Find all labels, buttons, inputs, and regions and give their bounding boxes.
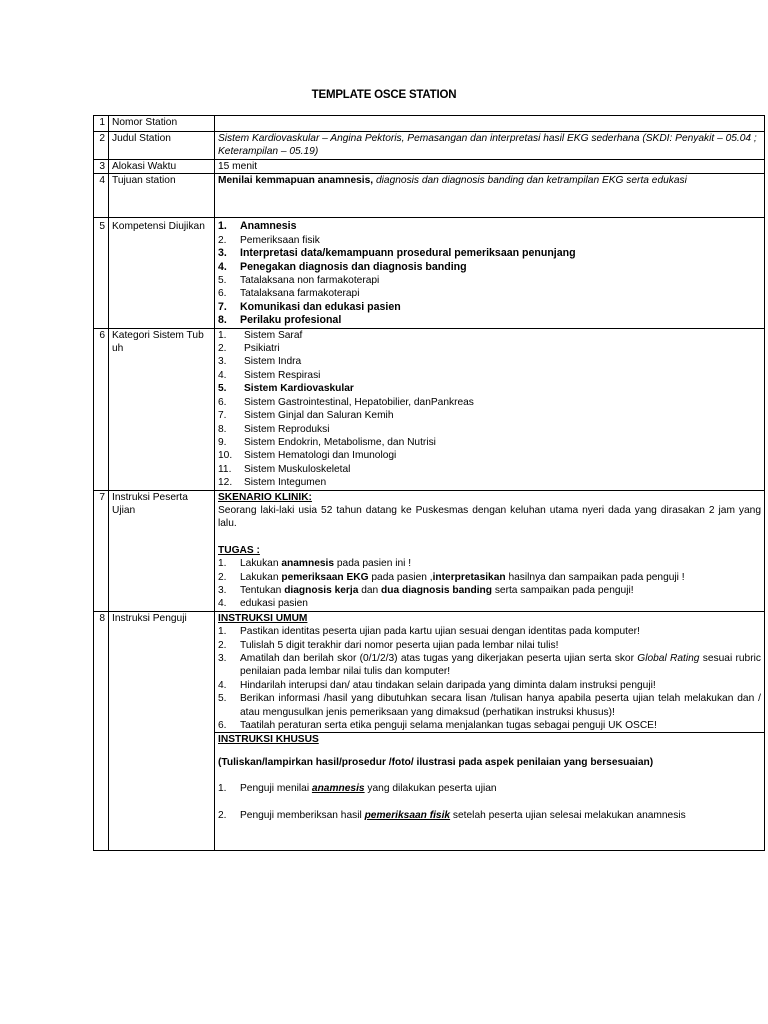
list-item bbox=[218, 314, 761, 327]
item-number: 5. bbox=[218, 275, 227, 287]
competency-list bbox=[218, 220, 761, 327]
item-text: Sistem Reproduksi bbox=[244, 423, 330, 435]
item-text: Anamnesis bbox=[240, 220, 297, 233]
document-title: TEMPLATE OSCE STATION bbox=[311, 89, 457, 101]
row-value bbox=[215, 116, 765, 132]
list-item bbox=[218, 342, 761, 355]
item-number: 5. bbox=[218, 383, 227, 395]
item-number: 12. bbox=[218, 477, 233, 489]
item-number: 4. bbox=[218, 598, 227, 610]
item-number: 8. bbox=[218, 423, 227, 435]
tugas-heading: TUGAS : bbox=[218, 544, 260, 556]
list-item bbox=[218, 234, 761, 247]
item-text: Tulislah 5 digit terakhir dari nomor peserta ujian pada lembar nilai tulis! bbox=[240, 639, 559, 651]
list-item bbox=[218, 382, 761, 395]
item-bold-text: diagnosis kerja bbox=[284, 584, 359, 596]
item-number: 6. bbox=[218, 288, 227, 300]
row-number: 4 bbox=[94, 174, 109, 218]
item-text: Hindarilah interupsi dan/ atau tindakan selain daripada yang diminta dalam instruksi penguji! bbox=[240, 679, 656, 691]
list-item bbox=[218, 639, 761, 652]
item-text: Pastikan identitas peserta ujian pada kartu ujian sesuai dengan identitas pada komputer! bbox=[240, 626, 640, 638]
item-emphasis-text: pemeriksaan fisik bbox=[364, 809, 451, 821]
list-item bbox=[218, 355, 761, 368]
item-number: 3. bbox=[218, 356, 227, 368]
item-number: 11. bbox=[218, 463, 232, 475]
item-number: 6. bbox=[218, 720, 227, 732]
row-label: Kategori Sistem Tub uh bbox=[109, 328, 215, 490]
task-list bbox=[218, 557, 761, 611]
item-number: 10. bbox=[218, 450, 233, 462]
item-number: 7. bbox=[218, 300, 227, 313]
item-text: Sistem Ginjal dan Saluran Kemih bbox=[244, 410, 394, 422]
row-label: Nomor Station bbox=[109, 116, 215, 132]
time-allocation-value: 15 menit bbox=[215, 160, 765, 174]
item-number: 2. bbox=[218, 639, 227, 651]
list-item bbox=[218, 782, 761, 795]
item-text: Taatilah peraturan serta etika penguji selama menjalankan tugas sebagai penguji UK OSCE! bbox=[240, 720, 657, 732]
list-item bbox=[218, 287, 761, 300]
list-item bbox=[218, 679, 761, 692]
general-instruction-heading: INSTRUKSI UMUM bbox=[218, 612, 308, 624]
row-number: 5 bbox=[94, 218, 109, 328]
row-number: 1 bbox=[94, 116, 109, 132]
list-item bbox=[218, 463, 761, 476]
list-item bbox=[218, 625, 761, 638]
item-number: 4. bbox=[218, 260, 227, 273]
station-title-value: Sistem Kardiovaskular – Angina Pektoris, Pemasangan dan interpretasi hasil EKG sederhana (SKDI: Penyakit – 05.04 ; Keterampilan – 05.19) bbox=[215, 132, 765, 160]
item-text: edukasi pasien bbox=[240, 598, 308, 610]
item-text: sesuai rubric penilaian pada lembar nilai tulis dan komputer! bbox=[240, 653, 761, 678]
item-text: Penguji memberiksan hasil bbox=[240, 809, 365, 821]
goal-rest-text: diagnosis dan diagnosis banding dan ketrampilan EKG serta edukasi bbox=[373, 175, 687, 187]
table-row-kompetensi bbox=[94, 218, 765, 328]
table-row-nomor-station bbox=[94, 116, 765, 132]
scenario-text: Seorang laki-laki usia 52 tahun datang ke Puskesmas dengan keluhan utama nyeri dada yang dirasakan 2 jam yang lalu. bbox=[218, 504, 761, 530]
list-item bbox=[218, 396, 761, 409]
list-item bbox=[218, 261, 761, 274]
special-instruction-cell bbox=[215, 733, 765, 851]
item-bold-text: dua diagnosis banding bbox=[381, 584, 492, 596]
system-list-cell bbox=[215, 328, 765, 490]
row-label: Judul Station bbox=[109, 132, 215, 160]
item-text: Perilaku profesional bbox=[240, 314, 342, 327]
item-number: 2. bbox=[218, 234, 227, 246]
item-number: 2. bbox=[218, 571, 227, 583]
row-number: 2 bbox=[94, 132, 109, 160]
row-number: 3 bbox=[94, 160, 109, 174]
item-text: Sistem Kardiovaskular bbox=[244, 383, 354, 395]
list-item bbox=[218, 329, 761, 342]
body-system-list bbox=[218, 329, 761, 490]
item-number: 3. bbox=[218, 584, 227, 596]
list-item bbox=[218, 652, 761, 679]
item-number: 1. bbox=[218, 558, 227, 570]
special-instruction-list bbox=[218, 782, 761, 795]
item-text: setelah peserta ujian selesai melakukan anamnesis bbox=[450, 809, 686, 821]
list-item bbox=[218, 692, 761, 719]
list-item bbox=[218, 449, 761, 462]
item-text: Sistem Respirasi bbox=[244, 369, 321, 381]
row-number: 7 bbox=[94, 490, 109, 611]
row-label: Instruksi Peserta Ujian bbox=[109, 490, 215, 611]
item-text: yang dilakukan peserta ujian bbox=[364, 783, 497, 795]
item-text: Sistem Integumen bbox=[244, 477, 327, 489]
item-number: 7. bbox=[218, 410, 227, 422]
table-row-instruksi-peserta bbox=[94, 490, 765, 611]
item-number: 1. bbox=[218, 220, 227, 233]
item-number: 2. bbox=[218, 809, 227, 821]
list-item bbox=[218, 409, 761, 422]
list-item bbox=[218, 719, 761, 732]
item-text: Penguji menilai bbox=[240, 783, 312, 795]
list-item bbox=[218, 571, 761, 584]
item-text: Sistem Endokrin, Metabolisme, dan Nutrisi bbox=[244, 436, 436, 448]
item-text: Sistem Gastrointestinal, Hepatobilier, danPankreas bbox=[244, 396, 474, 408]
item-text: pada pasien , bbox=[368, 571, 433, 583]
osce-station-table bbox=[93, 115, 765, 851]
special-instruction-note: (Tuliskan/lampirkan hasil/prosedur /foto/ ilustrasi pada aspek penilaian yang bersesuaian) bbox=[218, 756, 654, 768]
row-label: Instruksi Penguji bbox=[109, 611, 215, 851]
item-text: Lakukan bbox=[240, 558, 282, 570]
item-text: Penegakan diagnosis dan diagnosis banding bbox=[240, 260, 467, 273]
list-item bbox=[218, 274, 761, 287]
list-item bbox=[218, 809, 761, 822]
item-text: Berikan informasi /hasil yang dibutuhkan secara lisan /tulisan hanya apabila peserta ujian telah melakukan dan / atau mengusulkan jenis pemeriksaan yang dimaksud (perhatikan instruksi khusus)! bbox=[240, 693, 761, 718]
item-italic-text: Global Rating bbox=[637, 653, 700, 664]
item-text: Sistem Hematologi dan Imunologi bbox=[244, 450, 397, 462]
goal-bold-text: Menilai kemmapuan anamnesis, bbox=[218, 175, 374, 187]
item-text: Lakukan bbox=[240, 571, 282, 583]
list-item bbox=[218, 476, 761, 489]
item-number: 8. bbox=[218, 314, 227, 327]
item-bold-text: interpretasikan bbox=[432, 571, 506, 583]
item-number: 4. bbox=[218, 369, 227, 381]
table-row-kategori-sistem bbox=[94, 328, 765, 490]
row-number: 6 bbox=[94, 328, 109, 490]
list-item bbox=[218, 436, 761, 449]
table-row-tujuan-station bbox=[94, 174, 765, 218]
item-number: 4. bbox=[218, 679, 227, 691]
item-text: Interpretasi data/kemampuann prosedural pemeriksaan penunjang bbox=[240, 247, 576, 260]
list-item bbox=[218, 220, 761, 233]
item-text: Tatalaksana non farmakoterapi bbox=[240, 275, 380, 287]
special-instruction-list bbox=[218, 809, 761, 822]
list-item bbox=[218, 597, 761, 610]
list-item bbox=[218, 423, 761, 436]
competency-list-cell bbox=[215, 218, 765, 328]
list-item bbox=[218, 301, 761, 314]
item-text: Sistem Indra bbox=[244, 356, 302, 368]
list-item bbox=[218, 247, 761, 260]
item-number: 9. bbox=[218, 436, 227, 448]
row-label: Alokasi Waktu bbox=[109, 160, 215, 174]
item-number: 5. bbox=[218, 693, 227, 705]
item-text: Tatalaksana farmakoterapi bbox=[240, 288, 360, 300]
item-bold-text: anamnesis bbox=[281, 558, 335, 570]
general-instruction-cell bbox=[215, 611, 765, 733]
item-text: pada pasien ini ! bbox=[334, 558, 412, 570]
item-text: hasilnya dan sampaikan pada penguji ! bbox=[505, 571, 685, 583]
item-text: Psikiatri bbox=[244, 343, 280, 355]
station-goal-value bbox=[215, 174, 765, 218]
table-row-instruksi-penguji-umum bbox=[94, 611, 765, 733]
scenario-heading: SKENARIO KLINIK: bbox=[218, 491, 312, 503]
item-text: serta sampaikan pada penguji! bbox=[491, 584, 634, 596]
row-label: Tujuan station bbox=[109, 174, 215, 218]
list-item bbox=[218, 584, 761, 597]
table-row-alokasi-waktu bbox=[94, 160, 765, 174]
item-text: Sistem Saraf bbox=[244, 329, 303, 341]
row-label: Kompetensi Diujikan bbox=[109, 218, 215, 328]
item-number: 3. bbox=[218, 247, 227, 260]
item-text: Pemeriksaan fisik bbox=[240, 234, 320, 246]
item-number: 6. bbox=[218, 396, 227, 408]
row-number: 8 bbox=[94, 611, 109, 851]
item-number: 3. bbox=[218, 653, 227, 664]
special-instruction-heading: INSTRUKSI KHUSUS bbox=[218, 734, 319, 746]
item-number: 1. bbox=[218, 626, 227, 638]
general-instruction-list bbox=[218, 625, 761, 732]
item-text: dan bbox=[358, 584, 382, 596]
list-item bbox=[218, 557, 761, 570]
item-text: Amatilah dan berilah skor (0/1/2/3) atas tugas yang dikerjakan peserta ujian serta skor bbox=[240, 653, 638, 664]
item-text: Sistem Muskuloskeletal bbox=[244, 463, 351, 475]
item-bold-text: pemeriksaan EKG bbox=[281, 571, 369, 583]
list-item bbox=[218, 369, 761, 382]
item-emphasis-text: anamnesis bbox=[311, 783, 365, 795]
item-number: 1. bbox=[218, 329, 227, 341]
table-row-judul-station bbox=[94, 132, 765, 160]
item-number: 1. bbox=[218, 783, 227, 795]
item-number: 2. bbox=[218, 343, 227, 355]
item-text: Komunikasi dan edukasi pasien bbox=[240, 300, 401, 313]
participant-instruction-cell bbox=[215, 490, 765, 611]
item-text: Tentukan bbox=[240, 584, 285, 596]
